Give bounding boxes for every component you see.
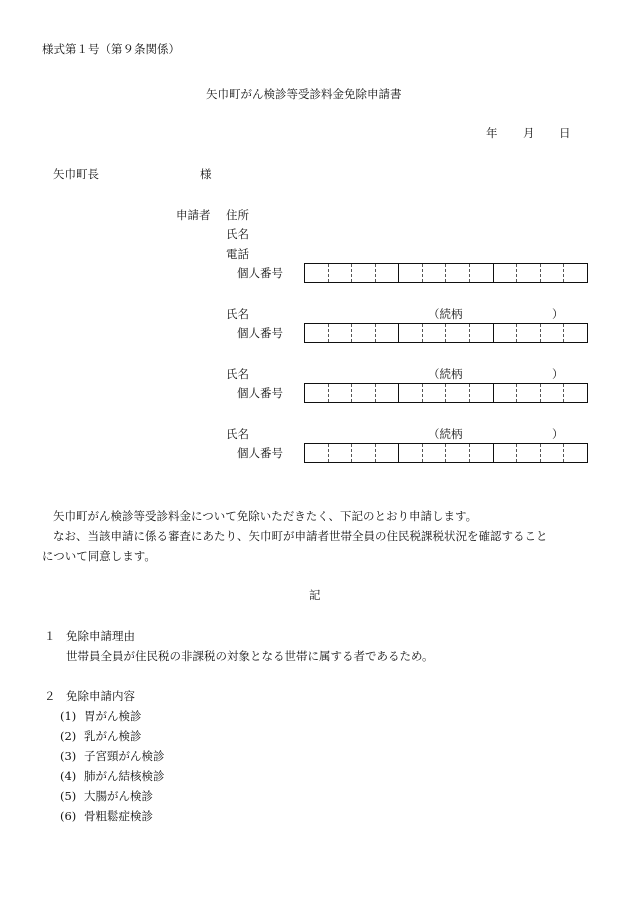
- list-item: [60, 791, 153, 803]
- section-2-heading: 免除申請内容: [66, 689, 135, 703]
- applicant-phone-label: 電話: [226, 247, 249, 261]
- member-2-relation-label: （続柄: [428, 367, 463, 381]
- addressee-name: 矢巾町長: [53, 167, 99, 181]
- list-item-number: (4): [60, 769, 77, 783]
- form-number: 様式第１号（第９条関係）: [42, 42, 180, 56]
- addressee-honorific: 様: [200, 167, 212, 181]
- list-item-number: (3): [60, 749, 77, 763]
- date-day-label: 日: [559, 126, 571, 140]
- member-3-mynumber-field[interactable]: [304, 443, 588, 463]
- section-1-heading: 免除申請理由: [66, 629, 135, 643]
- applicant-name-label: 氏名: [226, 227, 249, 241]
- list-item: [60, 711, 142, 723]
- member-3-relation-label: （続柄: [428, 427, 463, 441]
- section-2-number: ２: [44, 689, 56, 703]
- list-item-number: (5): [60, 789, 77, 803]
- list-item: [60, 811, 153, 823]
- list-item: [60, 771, 165, 783]
- section-1-number: １: [44, 629, 56, 643]
- body-paragraph-2-line-2: について同意します。: [42, 549, 156, 563]
- body-paragraph-1: 矢巾町がん検診等受診料金について免除いただきたく、下記のとおり申請します。: [53, 509, 478, 523]
- date-month-label: 月: [523, 126, 535, 140]
- section-1-text: 世帯員全員が住民税の非課税の対象となる世帯に属する者であるため。: [66, 649, 434, 663]
- list-item-label: 子宮頸がん検診: [84, 749, 165, 763]
- list-item-number: (2): [60, 729, 77, 743]
- body-paragraph-2-line-1: なお、当該申請に係る審査にあたり、矢巾町が申請者世帯全員の住民税課税状況を確認すること: [53, 529, 548, 543]
- ki-heading: 記: [309, 588, 321, 602]
- member-3-mynumber-label: 個人番号: [237, 446, 283, 460]
- applicant-address-label: 住所: [226, 208, 249, 222]
- applicant-mynumber-field[interactable]: [304, 263, 588, 283]
- member-3-relation-close: ）: [552, 427, 564, 441]
- member-1-mynumber-label: 個人番号: [237, 326, 283, 340]
- member-1-relation-label: （続柄: [428, 307, 463, 321]
- list-item-label: 肺がん結核検診: [84, 769, 165, 783]
- applicant-mynumber-label: 個人番号: [237, 266, 283, 280]
- list-item-label: 乳がん検診: [84, 729, 142, 743]
- list-item-number: (6): [60, 809, 77, 823]
- document-title: 矢巾町がん検診等受診料金免除申請書: [206, 87, 402, 101]
- list-item: [60, 731, 142, 743]
- list-item-label: 胃がん検診: [84, 709, 142, 723]
- member-1-relation-close: ）: [552, 307, 564, 321]
- member-1-mynumber-field[interactable]: [304, 323, 588, 343]
- list-item-number: (1): [60, 709, 77, 723]
- member-1-name-label: 氏名: [226, 307, 249, 321]
- member-2-name-label: 氏名: [226, 367, 249, 381]
- member-2-mynumber-field[interactable]: [304, 383, 588, 403]
- list-item: [60, 751, 165, 763]
- date-year-label: 年: [486, 126, 498, 140]
- member-2-mynumber-label: 個人番号: [237, 386, 283, 400]
- list-item-label: 大腸がん検診: [84, 789, 153, 803]
- member-2-relation-close: ）: [552, 367, 564, 381]
- member-3-name-label: 氏名: [226, 427, 249, 441]
- list-item-label: 骨粗鬆症検診: [84, 809, 153, 823]
- applicant-label: 申請者: [176, 208, 211, 222]
